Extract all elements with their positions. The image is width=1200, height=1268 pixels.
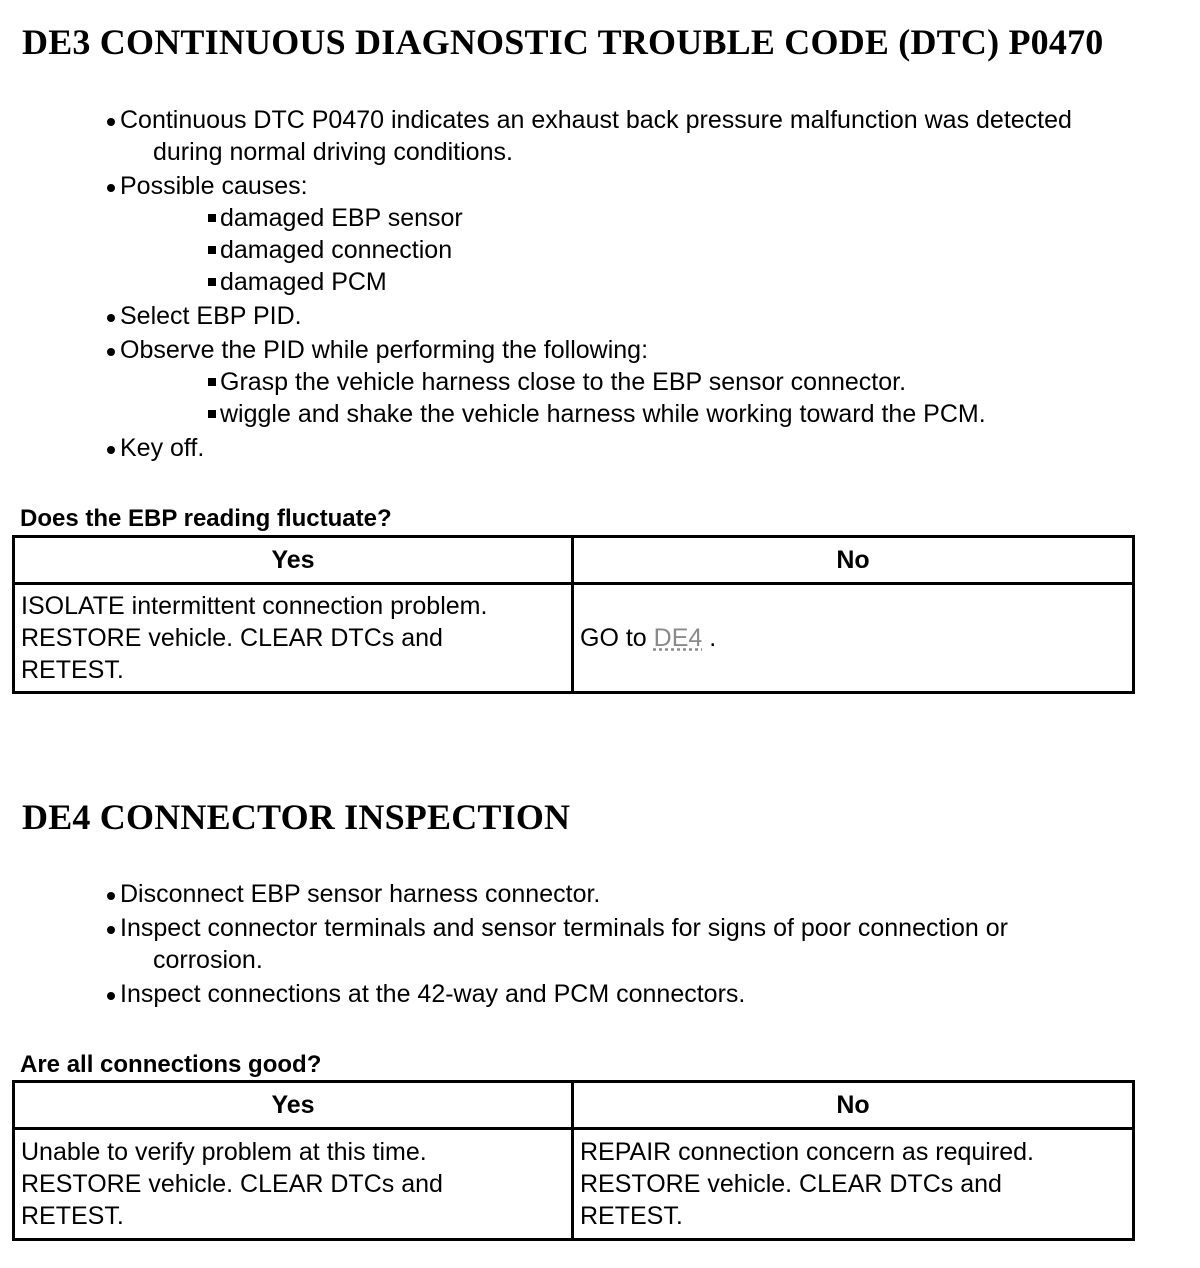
de3-answer-table (12, 535, 1135, 694)
yes-line-3: RETEST. (21, 656, 124, 684)
table-row (14, 584, 1134, 693)
table-row (14, 1129, 1134, 1240)
yes-cell (14, 1129, 573, 1240)
period: . (709, 624, 717, 652)
de4-link[interactable]: DE4 (653, 624, 703, 652)
bullet-icon (107, 118, 115, 126)
de4-title: DE4 CONNECTOR INSPECTION (22, 797, 571, 837)
bullet-icon (107, 446, 115, 454)
de3-bullet-4: Observe the PID while performing the following: (120, 336, 649, 364)
yes-header: Yes (14, 537, 573, 584)
de3-bullet-1: Continuous DTC P0470 indicates an exhaust back pressure malfunction was detected (120, 106, 1072, 134)
yes-line-2: RESTORE vehicle. CLEAR DTCs and (21, 1170, 443, 1198)
no-line-3: RETEST. (580, 1202, 683, 1230)
table-header-row (14, 1082, 1134, 1129)
de3-cause-1: damaged EBP sensor (220, 204, 463, 232)
bullet-icon (107, 992, 115, 1000)
de3-step-2: wiggle and shake the vehicle harness while working toward the PCM. (220, 400, 986, 428)
square-bullet-icon (208, 410, 216, 418)
square-bullet-icon (208, 278, 216, 286)
no-line-1: REPAIR connection concern as required. (580, 1138, 1034, 1166)
no-header: No (573, 1082, 1134, 1129)
de4-bullet-3: Inspect connections at the 42-way and PCM connectors. (120, 980, 746, 1008)
bullet-icon (107, 184, 115, 192)
de3-step-1: Grasp the vehicle harness close to the EBP sensor connector. (220, 368, 907, 396)
go-to-label: GO to (580, 624, 647, 652)
de3-question: Does the EBP reading fluctuate? (20, 505, 392, 532)
bullet-icon (107, 892, 115, 900)
yes-line-1: Unable to verify problem at this time. (21, 1138, 427, 1166)
square-bullet-icon (208, 246, 216, 254)
de3-bullet-2: Possible causes: (120, 172, 308, 200)
de3-cause-3: damaged PCM (220, 268, 387, 296)
table-header-row (14, 537, 1134, 584)
de3-bullet-3: Select EBP PID. (120, 302, 302, 330)
no-line-2: RESTORE vehicle. CLEAR DTCs and (580, 1170, 1002, 1198)
de4-bullet-2: Inspect connector terminals and sensor terminals for signs of poor connection or (120, 914, 1008, 942)
de4-bullet-2-cont: corrosion. (153, 946, 263, 974)
yes-line-3: RETEST. (21, 1202, 124, 1230)
no-cell (573, 1129, 1134, 1240)
de3-cause-2: damaged connection (220, 236, 453, 264)
de4-question: Are all connections good? (20, 1051, 322, 1078)
de3-bullet-1-cont: during normal driving conditions. (153, 138, 513, 166)
yes-cell (14, 584, 573, 693)
yes-header: Yes (14, 1082, 573, 1129)
bullet-icon (107, 348, 115, 356)
square-bullet-icon (208, 378, 216, 386)
no-cell (573, 584, 1134, 693)
bullet-icon (107, 926, 115, 934)
de3-bullet-5: Key off. (120, 434, 205, 462)
yes-line-1: ISOLATE intermittent connection problem. (21, 592, 488, 620)
de3-title: DE3 CONTINUOUS DIAGNOSTIC TROUBLE CODE (DTC) P0470 (22, 22, 1104, 62)
square-bullet-icon (208, 214, 216, 222)
bullet-icon (107, 314, 115, 322)
no-header: No (573, 537, 1134, 584)
de4-answer-table (12, 1080, 1135, 1241)
yes-line-2: RESTORE vehicle. CLEAR DTCs and (21, 624, 443, 652)
de4-bullet-1: Disconnect EBP sensor harness connector. (120, 880, 601, 908)
